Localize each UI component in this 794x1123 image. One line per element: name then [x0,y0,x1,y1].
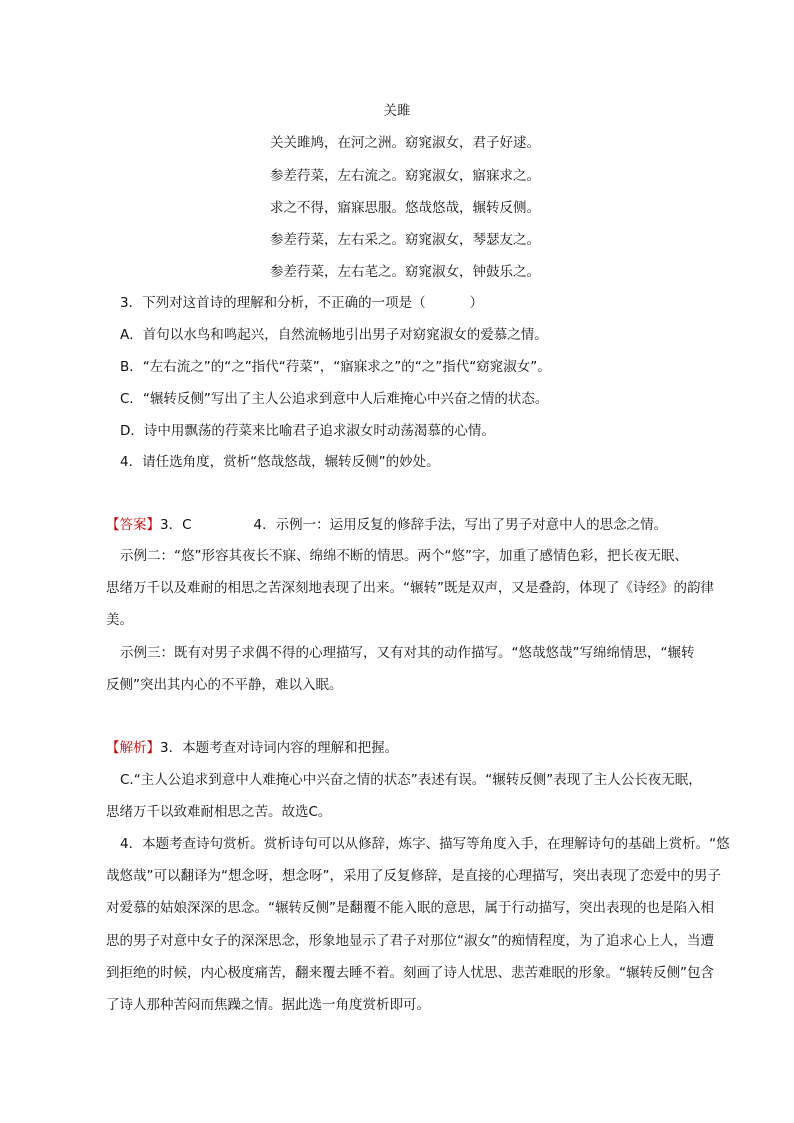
option-d: D．诗中用飘荡的荇菜来比喻君子追求淑女时动荡渴慕的心情。 [120,423,495,439]
answer-q3: 3．C [160,517,192,533]
answer-q4-example1: 4．示例一：运用反复的修辞手法，写出了男子对意中人的思念之情。 [253,517,668,533]
analysis-q4-line: 4．本题考查诗句赏析。赏析诗句可以从修辞，炼字、描写等角度入手，在理解诗句的基础上赏析。“悠 [120,836,730,852]
answer-line [106,515,667,535]
analysis-line: 【解析】3．本题考查对诗词内容的理解和把握。 [106,740,399,756]
example-3-line: 示例三：既有对男子求偶不得的心理描写，又有对其的动作描写。“悠哉悠哉”写绵绵情思，“辗转 [120,645,695,661]
option-c: C．“辗转反侧”写出了主人公追求到意中人后难掩心中兴奋之情的状态。 [120,391,549,407]
analysis-q4-line: 对爱慕的姑娘深深的思念。“辗转反侧”是翻覆不能入眠的意思，属于行动描写，突出表现的也是陷入相 [106,900,714,916]
poem-line: 求之不得，寤寐思服。悠哉悠哉，辗转反侧。 [270,200,540,216]
option-b: B．“左右流之”的“之”指代“荇菜”，“寤寐求之”的“之”指代“窈窕淑女”。 [120,359,551,375]
question-4-stem: 4．请任选角度，赏析“悠哉悠哉，辗转反侧”的妙处。 [120,454,440,470]
poem-line: 参差荇菜，左右采之。窈窕淑女，琴瑟友之。 [270,232,540,248]
analysis-q4-line: 哉悠哉”可以翻译为“想念呀，想念呀”，采用了反复修辞，是直接的心理描写，突出表现了恋爱中的男子 [106,868,721,884]
analysis-q4-line: 思的男子对意中女子的深深思念，形象地显示了君子对那位“淑女”的痴情程度，为了追求心上人，当遭 [106,933,714,949]
poem-title: 关雎 [383,103,411,119]
analysis-c-line: 思绪万千以致难耐相思之苦。故选C。 [106,804,332,820]
analysis-q4-line: 了诗人那种苦闷而焦躁之情。据此选一角度赏析即可。 [106,997,430,1013]
answer-tag: 【答案】 [106,517,160,533]
analysis-c-line: C.“主人公追求到意中人难掩心中兴奋之情的状态”表述有误。“辗转反侧”表现了主人公长夜无眠， [120,772,702,788]
poem-line: 关关雎鸠，在河之洲。窈窕淑女，君子好逑。 [270,135,540,151]
poem-line: 参差荇菜，左右流之。窈窕淑女，寤寐求之。 [270,168,540,184]
example-2-line: 美。 [106,612,133,628]
example-2-line: 思绪万千以及难耐的相思之苦深刻地表现了出来。“辗转”既是双声，又是叠韵，体现了《诗经》的韵律 [106,580,714,596]
analysis-q4-line: 到拒绝的时候，内心极度痛苦，翻来覆去睡不着。刻画了诗人忧思、悲苦难眠的形象。“辗转反侧”包含 [106,965,714,981]
example-2-line: 示例二：“悠”形容其夜长不寐、绵绵不断的情思。两个“悠”字，加重了感情色彩，把长夜无眠、 [120,548,688,564]
poem-line: 参差荇菜，左右芼之。窈窕淑女，钟鼓乐之。 [270,264,540,280]
analysis-tag: 【解析】 [106,740,160,756]
question-3-stem: 3．下列对这首诗的理解和分析，不正确的一项是（ ） [120,295,484,311]
example-3-line: 反侧”突出其内心的不平静，难以入眠。 [106,677,343,693]
option-a: A．首句以水鸟和鸣起兴，自然流畅地引出男子对窈窕淑女的爱慕之情。 [120,327,548,343]
